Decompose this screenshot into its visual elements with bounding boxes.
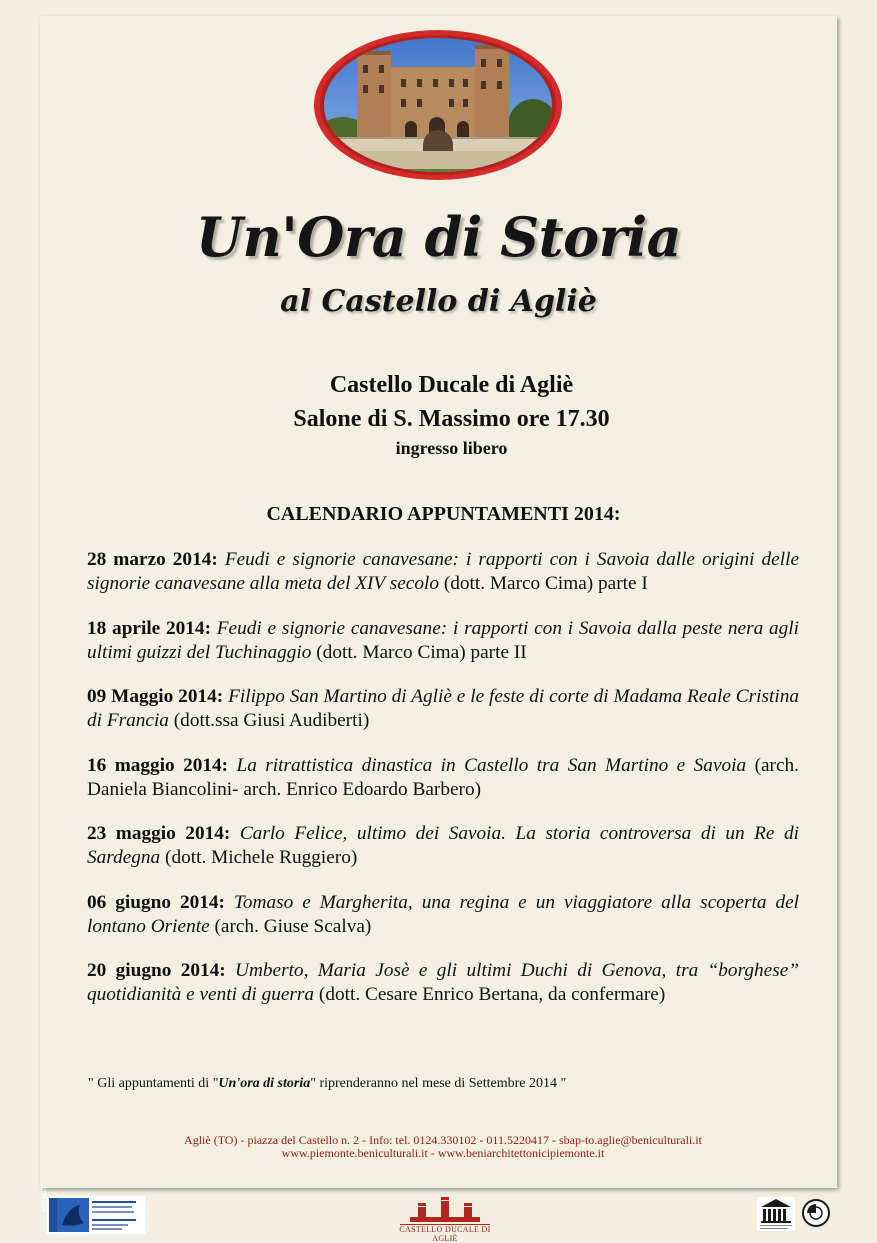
event-item xyxy=(87,685,799,733)
event-list xyxy=(87,548,799,1028)
note-after: " riprenderanno nel mese di Settembre 2014 " xyxy=(310,1076,567,1091)
event-date: 20 giugno 2014: xyxy=(87,960,226,981)
event-speaker: (dott. Marco Cima) parte II xyxy=(316,641,527,663)
event-item xyxy=(87,754,799,802)
event-speaker: (arch. Giuse Scalva) xyxy=(214,915,372,937)
event-speaker: (dott.ssa Giusi Audiberti) xyxy=(173,710,370,731)
event-date: 28 marzo 2014: xyxy=(87,549,218,570)
contact-info xyxy=(0,1134,877,1160)
event-date: 09 Maggio 2014: xyxy=(87,686,224,707)
event-speaker: (dott. Marco Cima) parte I xyxy=(443,573,648,594)
event-topic: Umberto, Maria Josè e gli ultimi Duchi di Genova, tra “borghese” quotidianità e venti di guerra xyxy=(87,960,799,1005)
event-topic: Tomaso e Margherita, una regina e un viaggiatore alla scoperta del lontano Oriente xyxy=(87,891,799,937)
admission-note: ingresso libero xyxy=(395,438,508,458)
unesco-logo xyxy=(757,1197,832,1231)
event-speaker: (arch. Daniela Biancolini- arch. Enrico Edoardo Barbero) xyxy=(87,754,799,800)
event-speaker: (dott. Michele Ruggiero) xyxy=(165,847,358,868)
event-topic: La ritrattistica dinastica in Castello tra San Martino e Savoia xyxy=(236,754,747,776)
event-item xyxy=(87,891,799,939)
event-item xyxy=(87,822,799,870)
mibact-logo-text: MIBACT xyxy=(41,1185,48,1212)
event-date: 16 maggio 2014: xyxy=(87,754,229,776)
event-date: 23 maggio 2014: xyxy=(87,823,231,844)
event-topic: Feudi e signorie canavesane: i rapporti con i Savoia dalla peste nera agli ultimi guizzi del Tuchinaggio xyxy=(87,617,799,663)
event-topic: Carlo Felice, ultimo dei Savoia. La storia controversa di un Re di Sardegna xyxy=(87,823,799,868)
calendar-heading: CALENDARIO APPUNTAMENTI 2014: xyxy=(266,503,621,525)
mibact-logo xyxy=(46,1195,146,1235)
contact-websites: www.piemonte.beniculturali.it - www.beniarchitettonicipiemonte.it xyxy=(281,1146,605,1160)
note-emphasis: Un'ora di storia xyxy=(218,1076,311,1091)
event-item xyxy=(87,548,799,596)
event-date: 06 giugno 2014: xyxy=(87,891,225,913)
contact-address: Agliè (TO) - piazza del Castello n. 2 - Info: tel. 0124.330102 - 011.5220417 - sbap-to.aglie@beniculturali.it xyxy=(184,1133,702,1147)
event-topic: Feudi e signorie canavesane: i rapporti con i Savoia dalle origini delle signorie canavesane alla meta del XIV secolo xyxy=(87,549,799,594)
event-speaker: (dott. Cesare Enrico Bertana, da confermare) xyxy=(318,984,666,1005)
castello-logo-text: CASTELLO DUCALE DI AGLIÈ xyxy=(399,1225,491,1243)
event-date: 18 aprile 2014: xyxy=(87,617,211,639)
venue-room-time: Salone di S. Massimo ore 17.30 xyxy=(293,406,610,432)
schedule-note xyxy=(88,1076,566,1092)
event-item xyxy=(87,959,799,1007)
poster-subtitle: al Castello di Agliè xyxy=(280,284,597,319)
castle-photo xyxy=(313,29,563,181)
event-topic: Filippo San Martino di Agliè e le feste di corte di Madama Reale Cristina di Francia xyxy=(87,686,799,731)
venue-name: Castello Ducale di Agliè xyxy=(329,372,574,398)
poster-title: Un'Ora di Storia xyxy=(195,205,682,269)
event-item xyxy=(87,617,799,665)
note-before: " Gli appuntamenti di " xyxy=(88,1076,219,1091)
